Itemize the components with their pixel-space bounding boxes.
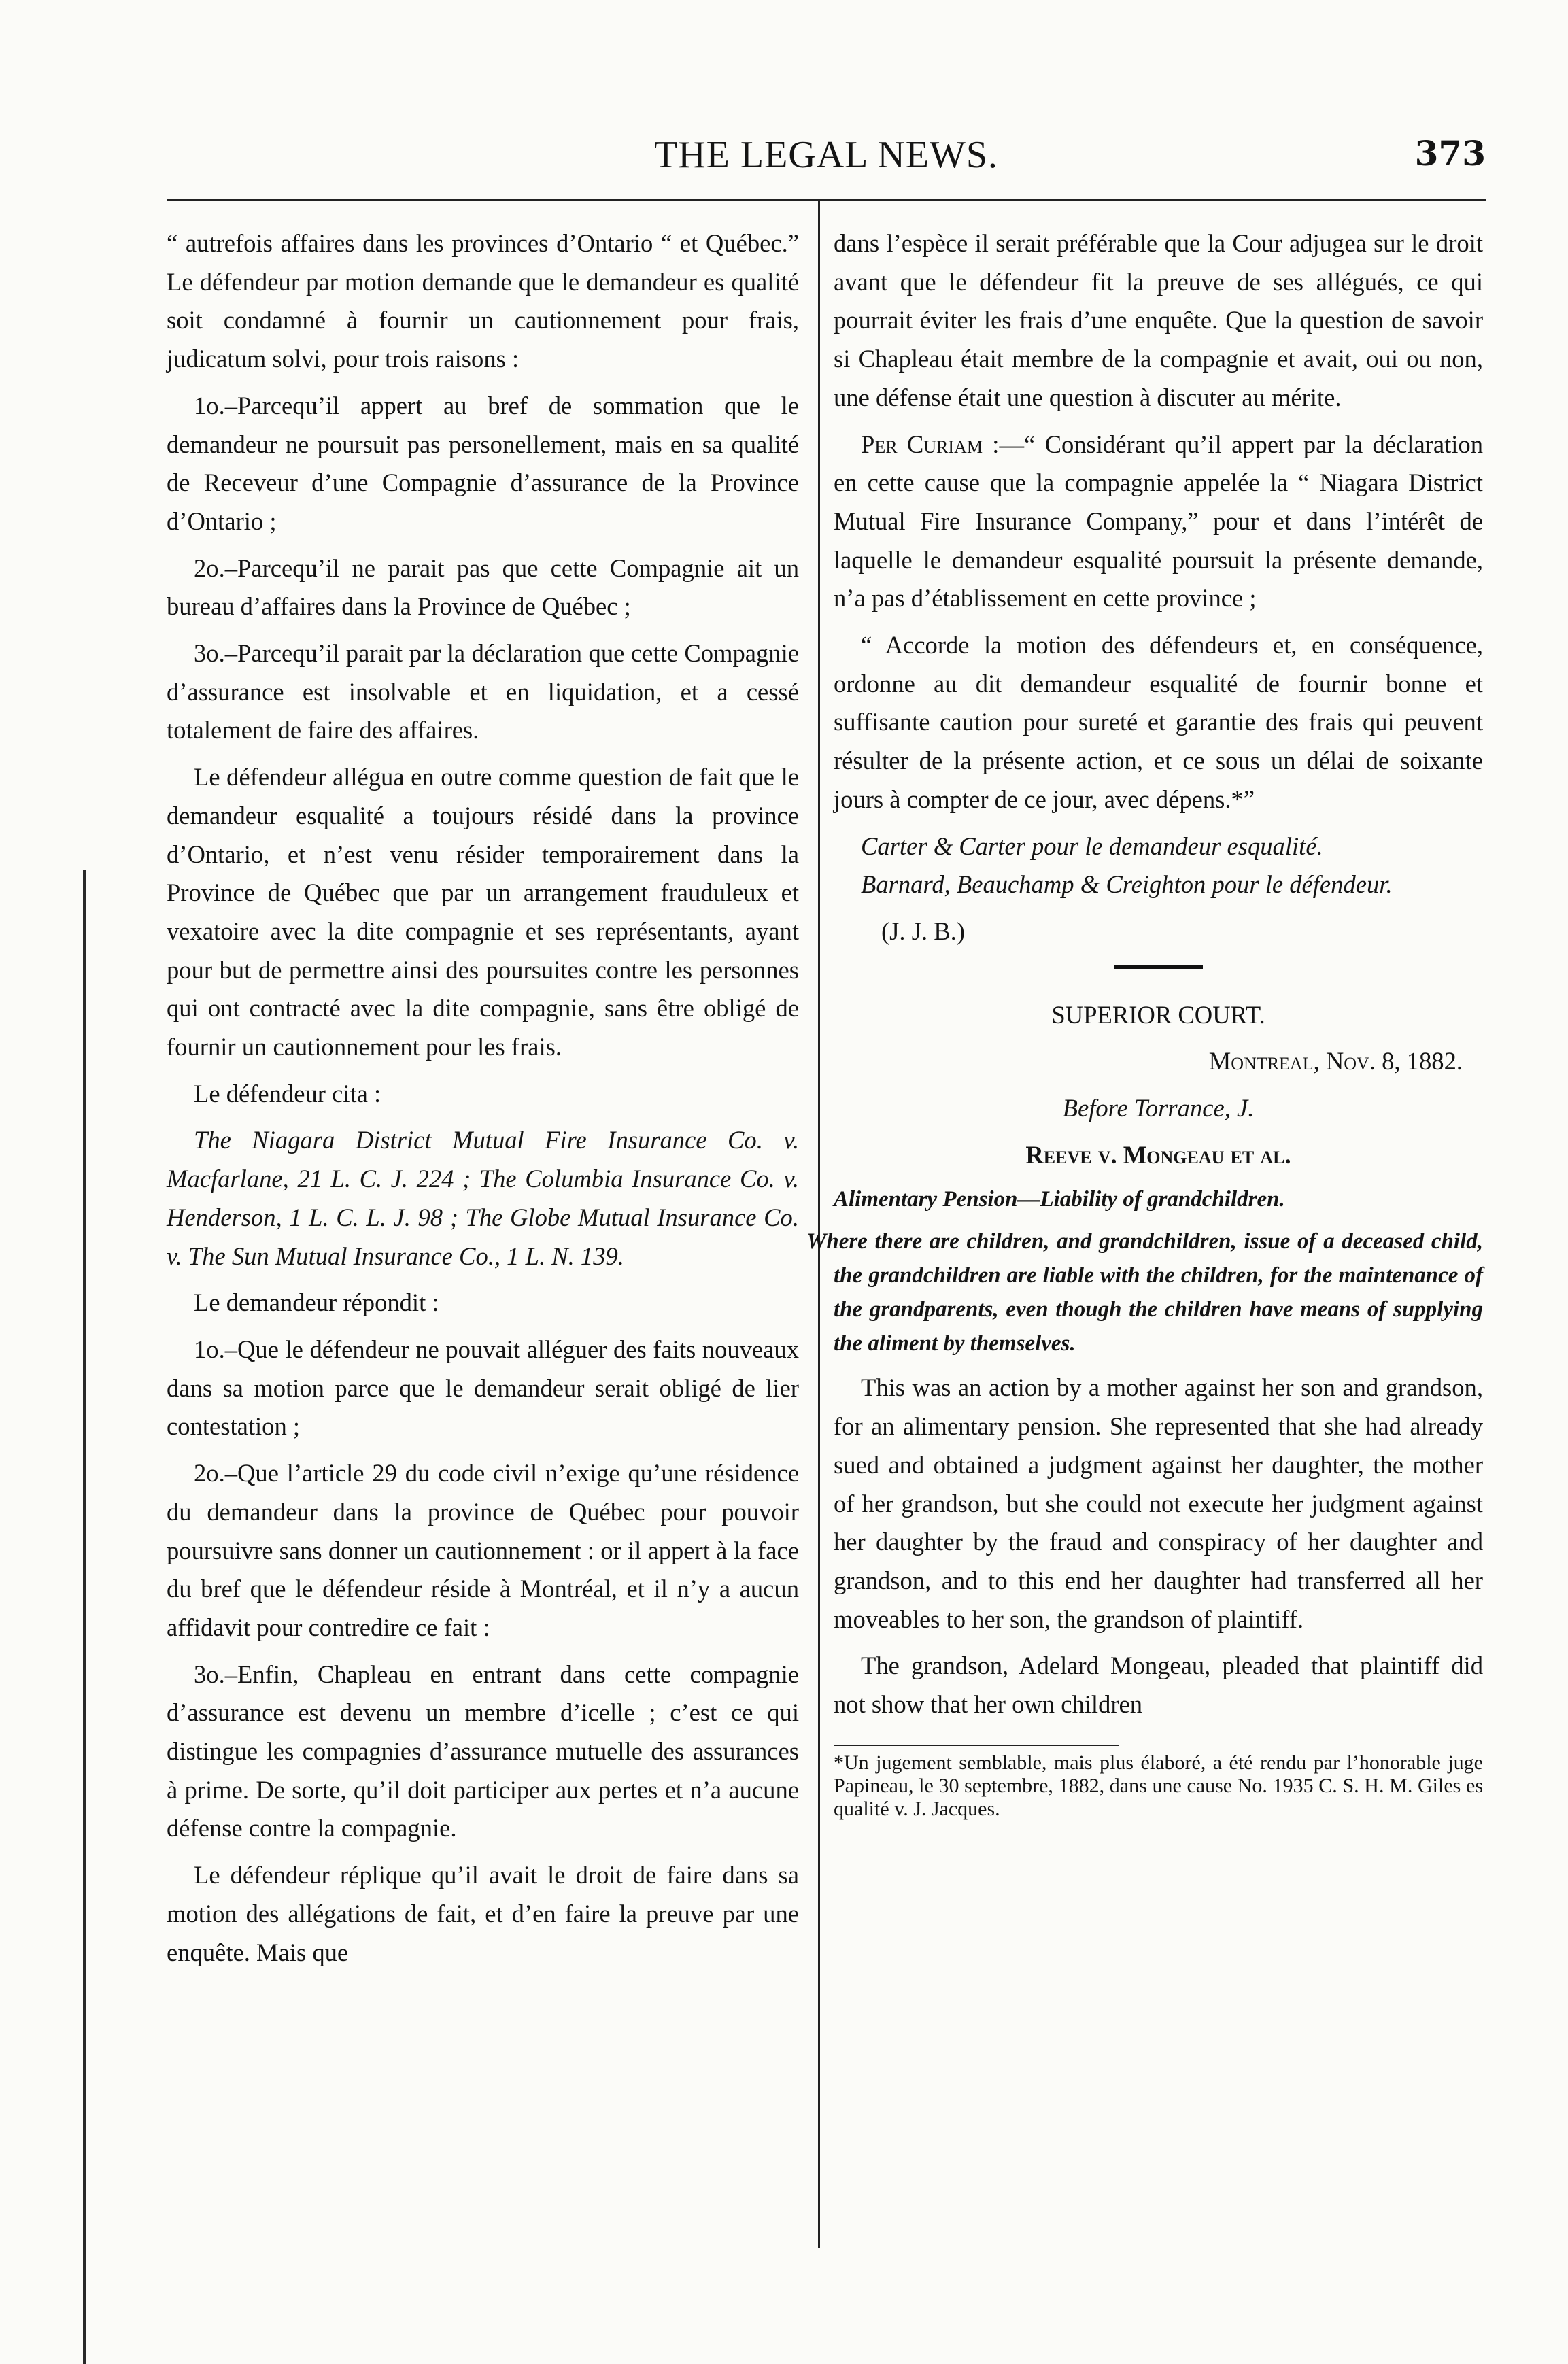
paragraph: 1o.–Parcequ’il appert au bref de sommation que le demandeur ne poursuit pas personellement, mais en sa qualité de Receveur d’une Compagnie d’assurance de la Province d’Ontario ;: [167, 391, 799, 535]
footnote-rule: [834, 1745, 1119, 1746]
counsel-plaintiff: Carter & Carter pour le demandeur esqualité.: [861, 832, 1323, 860]
paragraph: 3o.–Enfin, Chapleau en entrant dans cette compagnie d’assurance est devenu un membre d’icelle ; c’est ce qui distingue les compagnies d’assurance mutuelle des assurances à prime. De sorte, qu’il doit participer aux pertes et n’a aucune défense contre la compagnie.: [167, 1660, 799, 1843]
counsel-defendant: Barnard, Beauchamp & Creighton pour le défendeur.: [861, 870, 1393, 899]
footnote: *Un jugement semblable, mais plus élaboré, a été rendu par l’honorable juge Papineau, le 30 septembre, 1882, dans une cause No. 1935 C. S. H. M. Giles es qualité v. J. Jacques.: [834, 1751, 1483, 1820]
order-paragraph: “ Accorde la motion des défendeurs et, en conséquence, ordonne au dit demandeur esqualité de fournir bonne et suffisante caution pour sureté et garantie des frais qui peuvent résulter de la présente action, et ce sous un délai de soixante jours à compter de ce jour, avec dépens.*”: [834, 631, 1483, 813]
paragraph: 1o.–Que le défendeur ne pouvait alléguer des faits nouveaux dans sa motion parce que le demandeur serait obligé de lier contestation ;: [167, 1335, 799, 1441]
paragraph: Le demandeur répondit :: [194, 1288, 439, 1317]
paragraph: This was an action by a mother against her son and grandson, for an alimentary pension. She represented that she had already sued and obtained a judgment against her daughter, the mother of her grandson, but she could not execute her judgment against her daughter by the fraud and conspiracy of her daughter and grandson, and to this end her daughter had transferred all her moveables to her son, the grandson of plaintiff.: [834, 1373, 1483, 1633]
place-date: Montreal, Nov. 8, 1882.: [1208, 1047, 1463, 1076]
per-curiam-paragraph: [834, 426, 1483, 619]
page-number: 373: [1414, 133, 1486, 173]
headnote-title: Alimentary Pension—Liability of grandchildren.: [834, 1187, 1285, 1212]
paragraph: Le défendeur réplique qu’il avait le droit de faire dans sa motion des allégations de fait, et d’en faire la preuve par une enquête. Mais que: [167, 1861, 799, 1966]
paragraph: 2o.–Que l’article 29 du code civil n’exige qu’une résidence du demandeur dans la province de Québec pour pouvoir poursuivre sans donner un cautionnement : or il appert à la face du bref que le défendeur réside à Montréal, et il n’y a aucun affidavit pour contredire ce fait :: [167, 1459, 799, 1641]
before-judge: Before Torrance, J.: [1062, 1094, 1255, 1123]
per-curiam-label: Per Curiam: [861, 430, 983, 458]
paragraph: The grandson, Adelard Mongeau, pleaded that plaintiff did not show that her own children: [834, 1651, 1483, 1719]
running-title: THE LEGAL NEWS.: [654, 134, 998, 176]
headnote-body: Where there are children, and grandchildren, issue of a deceased child, the grandchildren are liable with the children, for the maintenance of the grandparents, even though the children have means of supplying the aliment by themselves.: [806, 1229, 1483, 1356]
header-rule: [167, 199, 1486, 201]
section-divider: [1114, 965, 1203, 969]
paragraph: Le défendeur cita :: [194, 1079, 381, 1108]
per-curiam-text: :—“ Considérant qu’il appert par la déclaration en cette cause que la compagnie appelée la “ Niagara District Mutual Fire Insurance Company,” pour et dans l’intérêt de laquelle le demandeur esqualité poursuit la présente demande, n’a pas d’établissement en cette province ;: [834, 430, 1484, 613]
page-header: [167, 133, 1486, 188]
page-edge-rule: [83, 870, 86, 2364]
paragraph: Le défendeur allégua en outre comme question de fait que le demandeur esqualité a toujours résidé dans la province d’Ontario, et n’est venu résider temporairement dans la Province de Québec que par un arrangement frauduleux et vexatoire avec la dite compagnie et ses représentants, ayant pour but de permettre ainsi des poursuites contre les personnes qui ont contracté avec la dite compagnie, sans être obligé de fournir un cautionnement pour les frais.: [167, 763, 799, 1061]
right-column: [806, 224, 1484, 1829]
paragraph: “ autrefois affaires dans les provinces d’Ontario “ et Québec.” Le défendeur par motion demande que le demandeur es qualité soit condamné à fournir un cautionnement pour frais, judicatum solvi, pour trois raisons :: [167, 229, 799, 373]
paragraph: dans l’espèce il serait préférable que la Cour adjugea sur le droit avant que le défendeur fit la preuve de ses allégués, ce qui pourrait éviter les frais d’une enquête. Que la question de savoir si Chapleau était membre de la compagnie et avait, oui ou non, une défense était une question à discuter au mérite.: [834, 229, 1483, 411]
court-heading: SUPERIOR COURT.: [1051, 1000, 1265, 1029]
paragraph: 3o.–Parcequ’il parait par la déclaration que cette Compagnie d’assurance est insolvable et en liquidation, et a cessé totalement de faire des affaires.: [167, 639, 799, 744]
left-column: [167, 224, 799, 1980]
paragraph: 2o.–Parcequ’il ne parait pas que cette Compagnie ait un bureau d’affaires dans la Province de Québec ;: [167, 553, 799, 621]
case-name: Reeve v. Mongeau et al.: [1025, 1140, 1291, 1169]
initials: (J. J. B.): [881, 917, 965, 945]
citations: The Niagara District Mutual Fire Insurance Co. v. Macfarlane, 21 L. C. J. 224 ; The Columbia Insurance Co. v. Henderson, 1 L. C. L. J. 98 ; The Globe Mutual Insurance Co. v. The Sun Mutual Insurance Co., 1 L. N. 139.: [167, 1126, 799, 1270]
